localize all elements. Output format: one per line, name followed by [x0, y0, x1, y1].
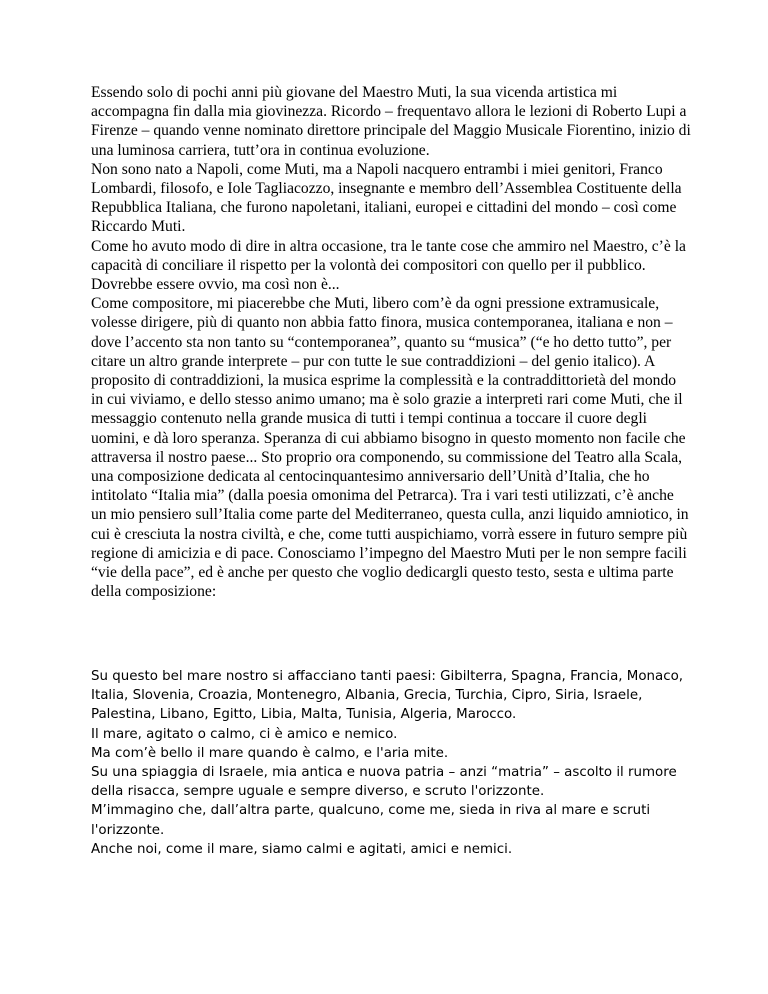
- poem-section: [91, 667, 701, 859]
- poem-line: M’immagino che, dall’altra parte, qualcuno, come me, sieda in riva al mare e scruti l'orizzonte.: [91, 803, 651, 838]
- poem-line: Anche noi, come il mare, siamo calmi e agitati, amici e nemici.: [91, 841, 513, 857]
- prose-paragraph: Non sono nato a Napoli, come Muti, ma a Napoli nacquero entrambi i miei genitori, Franco Lombardi, filosofo, e Iole Tagliacozzo, insegnante e membro dell’Assemblea Costituente della Repubblica Italiana, che furono napoletani, italiani, europei e cittadini del mondo – così come Riccardo Muti.: [91, 160, 682, 236]
- prose-section: [91, 83, 691, 601]
- poem-line: Il mare, agitato o calmo, ci è amico e nemico.: [91, 726, 398, 742]
- prose-paragraph: Essendo solo di pochi anni più giovane del Maestro Muti, la sua vicenda artistica mi accompagna fin dalla mia giovinezza. Ricordo – frequentavo allora le lezioni di Roberto Lupi a Firenze – quando venne nominato direttore principale del Maggio Musicale Fiorentino, inizio di una luminosa carriera, tutt’ora in continua evoluzione.: [91, 84, 691, 159]
- poem-line: Su questo bel mare nostro si affacciano tanti paesi: Gibilterra, Spagna, Francia, Monaco, Italia, Slovenia, Croazia, Montenegro, Albania, Grecia, Turchia, Cipro, Siria, Israele, Palestina, Libano, Egitto, Libia, Malta, Tunisia, Algeria, Marocco.: [91, 669, 684, 723]
- prose-paragraph: Come ho avuto modo di dire in altra occasione, tra le tante cose che ammiro nel Maestro, c’è la capacità di conciliare il rispetto per la volontà dei compositori con quello per il pubblico. Dovrebbe essere ovvio, ma così non è...: [91, 237, 686, 294]
- poem-line: Su una spiaggia di Israele, mia antica e nuova patria – anzi “matria” – ascolto il rumore della risacca, sempre uguale e sempre diverso, e scruto l'orizzonte.: [91, 765, 677, 800]
- poem-line: Ma com’è bello il mare quando è calmo, e l'aria mite.: [91, 745, 449, 761]
- prose-paragraph: Come compositore, mi piacerebbe che Muti, libero com’è da ogni pressione extramusicale, volesse dirigere, più di quanto non abbia fatto finora, musica contemporanea, italiana e non – dove l’accento sta non tanto su “contemporanea”, quanto su “musica” (“e ho detto tutto”, per citare un altro grande interprete – pur con tutte le sue contraddizioni – del genio italico). A proposito di contraddizioni, la musica esprime la complessità e la contraddittorietà del mondo in cui viviamo, e dello stesso animo umano; ma è solo grazie a interpreti rari come Muti, che il messaggio contenuto nella grande musica di tutti i tempi continua a toccare il cuore degli uomini, e dà loro speranza. Speranza di cui abbiamo bisogno in questo momento non facile che attraversa il nostro paese... Sto proprio ora componendo, su commissione del Teatro alla Scala, una composizione dedicata al centocinquantesimo anniversario dell’Unità d’Italia, che ho intitolato “Italia mia” (dalla poesia omonima del Petrarca). Tra i vari testi utilizzati, c’è anche un mio pensiero sull’Italia come parte del Mediterraneo, questa culla, anzi liquido amniotico, in cui è cresciuta la nostra civiltà, e che, come tutti auspichiamo, vorrà essere in futuro sempre più regione di amicizia e di pace. Conosciamo l’impegno del Maestro Muti per le non sempre facili “vie della pace”, ed è anche per questo che voglio dedicargli questo testo, sesta e ultima parte della composizione:: [91, 295, 689, 601]
